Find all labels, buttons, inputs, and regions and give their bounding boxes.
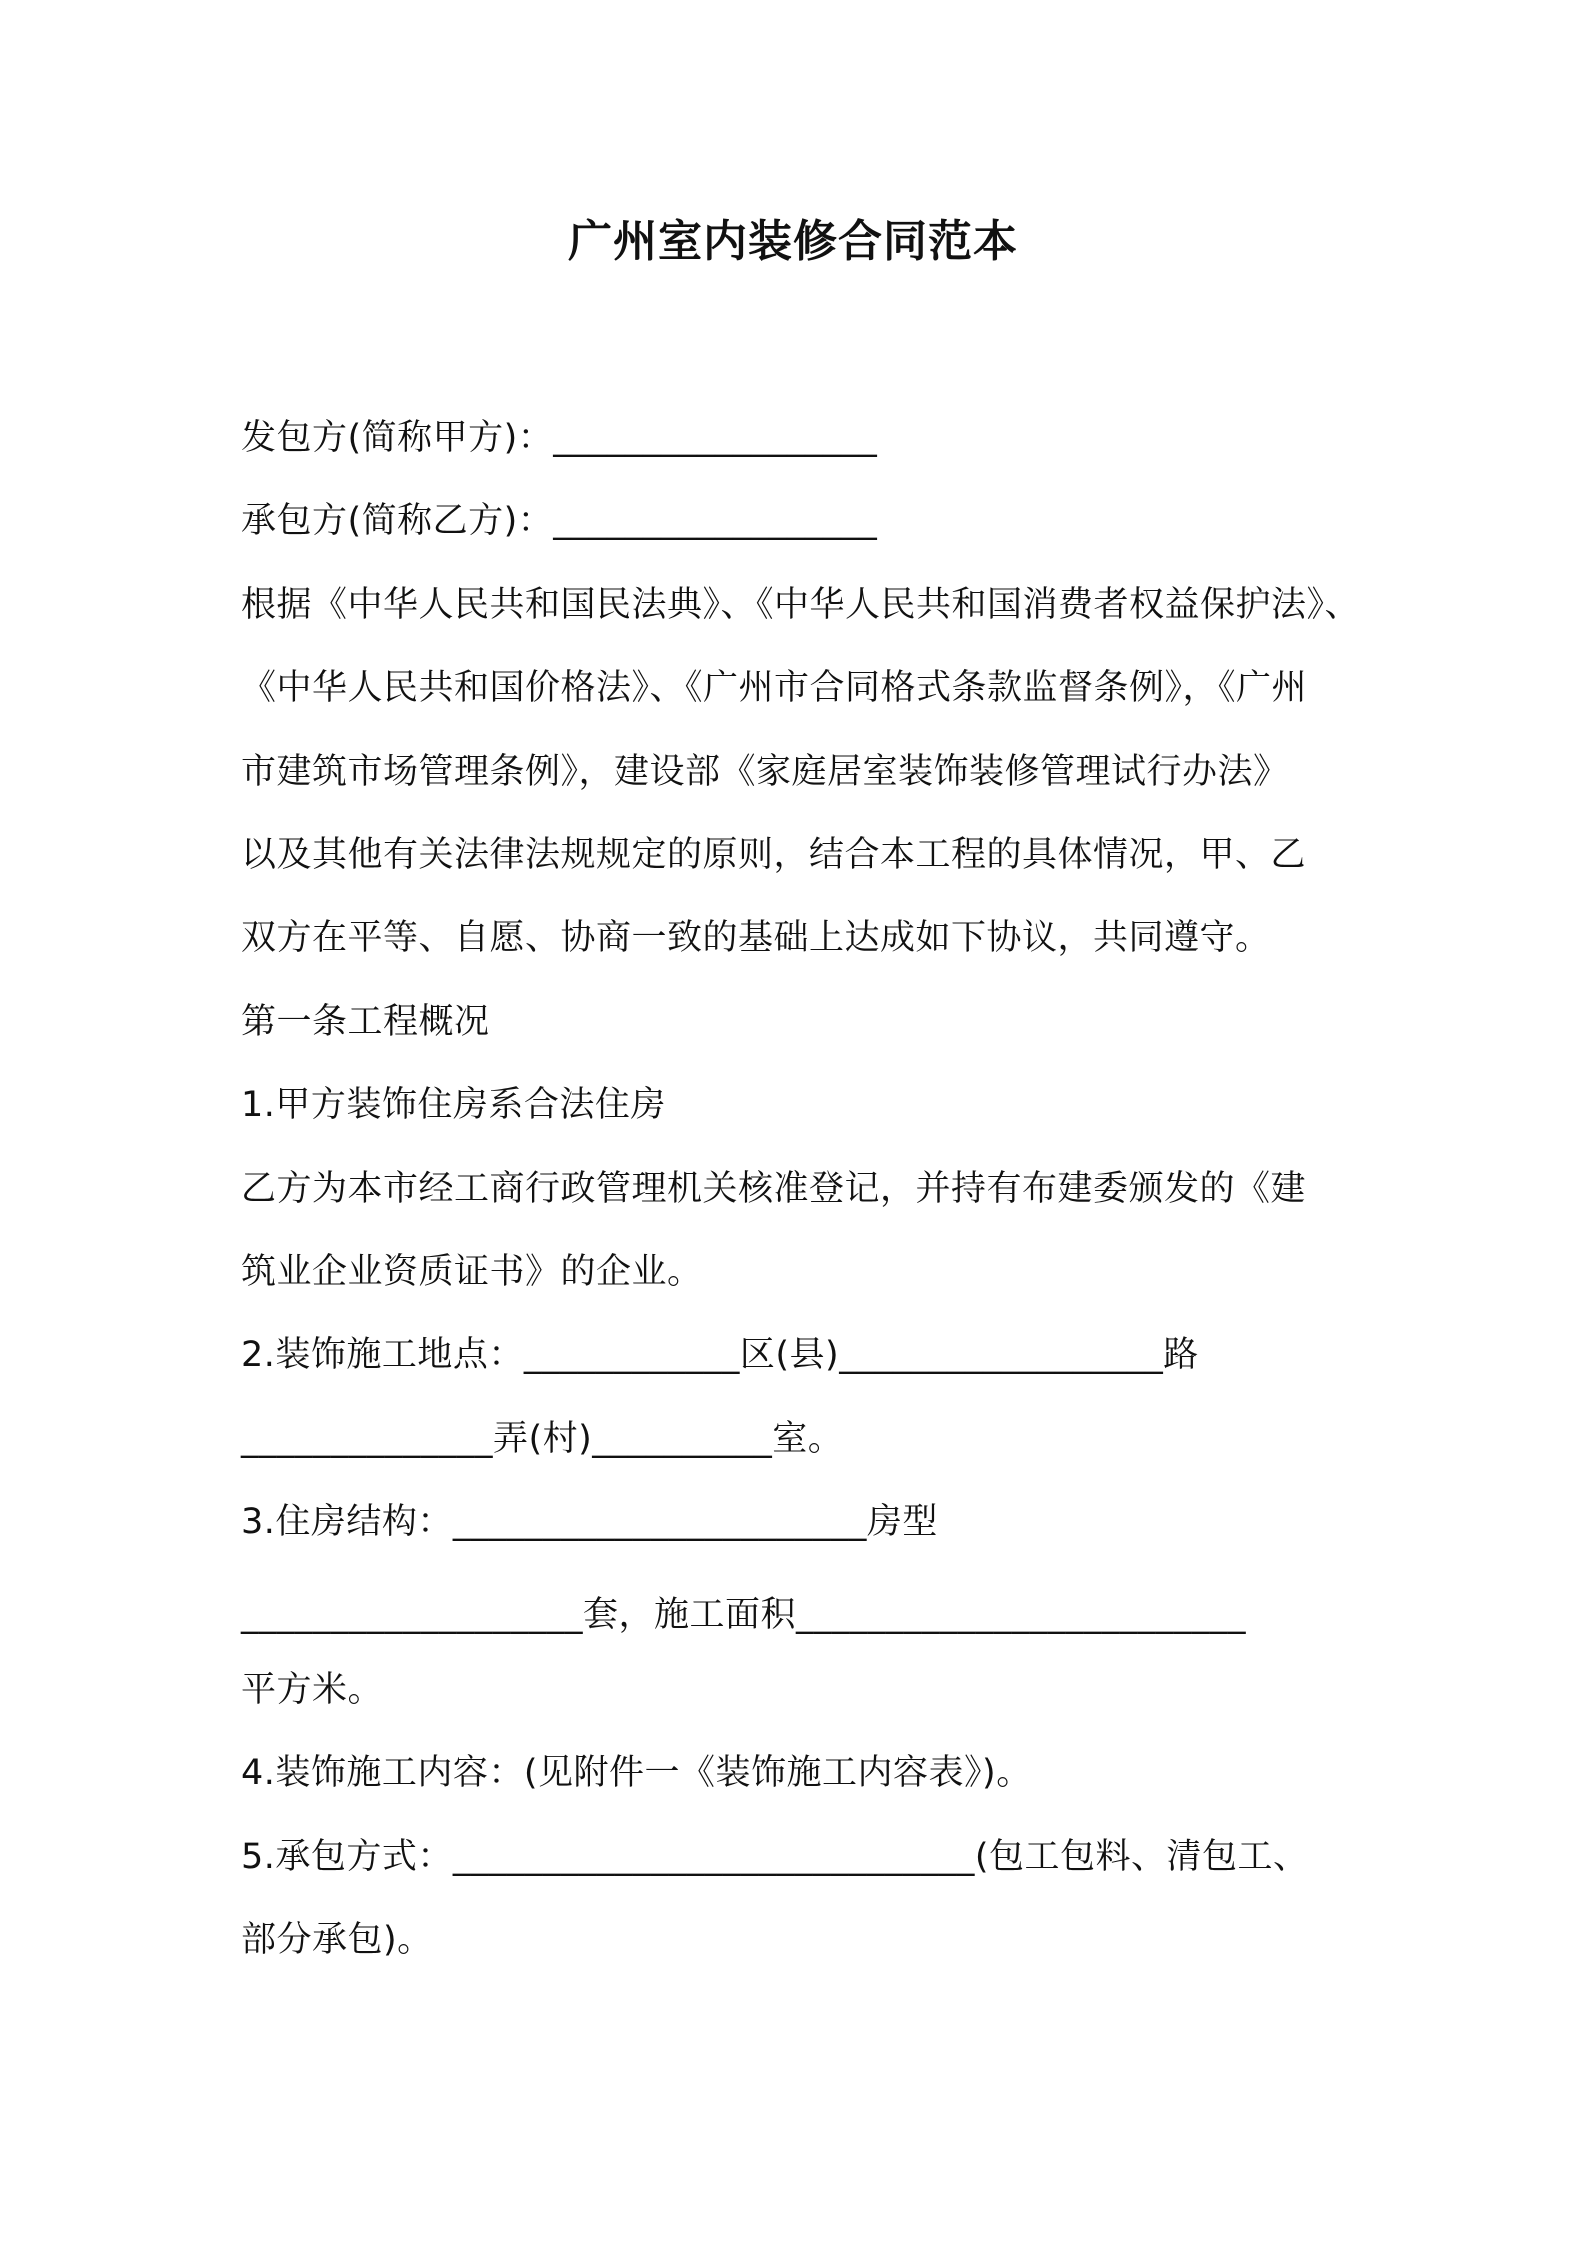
clause-line: 5.承包方式：_____________________________(包工包料、清包工、 bbox=[241, 1837, 1309, 1877]
paragraph-line: 以及其他有关法律法规规定的原则，结合本工程的具体情况，甲、乙 bbox=[241, 835, 1307, 875]
paragraph-line: 筑业企业资质证书》的企业。 bbox=[241, 1252, 703, 1292]
clause-line: ______________弄(村)__________室。 bbox=[241, 1419, 844, 1459]
clause-line: 2.装饰施工地点：____________区(县)__________________路 bbox=[241, 1335, 1199, 1375]
paragraph-line: 《中华人民共和国价格法》、《广州市合同格式条款监督条例》，《广州 bbox=[241, 668, 1308, 708]
paragraph-line: 乙方为本市经工商行政管理机关核准登记，并持有布建委颁发的《建 bbox=[241, 1169, 1307, 1209]
clause-line: 1.甲方装饰住房系合法住房 bbox=[241, 1085, 666, 1125]
section-heading: 第一条工程概况 bbox=[241, 1002, 490, 1042]
clause-line: ___________________套，施工面积_________________________ bbox=[241, 1595, 1247, 1635]
party-a-line: 发包方(简称甲方)：__________________ bbox=[241, 418, 878, 458]
clause-line: 4.装饰施工内容：(见附件一《装饰施工内容表》)。 bbox=[241, 1753, 1032, 1793]
clause-line: 平方米。 bbox=[241, 1670, 384, 1710]
paragraph-line: 双方在平等、自愿、协商一致的基础上达成如下协议，共同遵守。 bbox=[241, 918, 1271, 958]
paragraph-line: 根据《中华人民共和国民法典》、《中华人民共和国消费者权益保护法》、 bbox=[241, 585, 1361, 625]
party-b-line: 承包方(简称乙方)：__________________ bbox=[241, 501, 878, 541]
clause-line: 3.住房结构：_______________________房型 bbox=[241, 1502, 938, 1542]
clause-line: 部分承包)。 bbox=[241, 1920, 433, 1960]
paragraph-line: 市建筑市场管理条例》，建设部《家庭居室装饰装修管理试行办法》 bbox=[241, 752, 1289, 792]
document-title: 广州室内装修合同范本 bbox=[568, 216, 1018, 267]
